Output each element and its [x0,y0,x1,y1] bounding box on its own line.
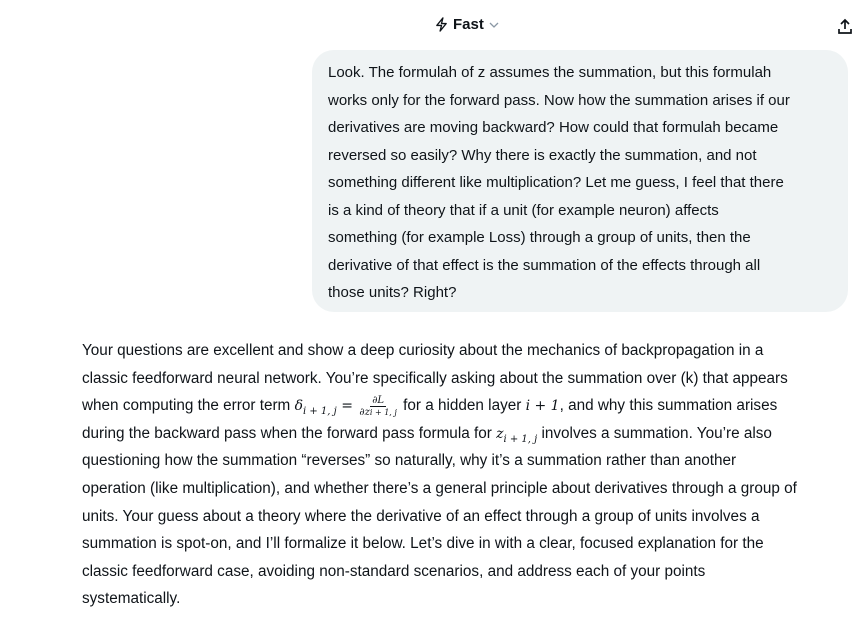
user-message-line: is a kind of theory that if a unit (for example neuron) affects [328,201,719,219]
denominator-symbol: ∂z [359,406,370,418]
assistant-response [82,337,852,613]
response-line: questioning how the summation “reverses” so naturally, why it’s a summation rather than another [82,452,737,470]
denominator-subscript: i + 1, j [369,407,397,417]
user-message-line: reversed so easily? Why there is exactly the summation, and not [328,146,757,164]
text: , and why this summation arises [559,397,778,415]
delta-subscript: i + 1, j [303,406,337,418]
z-symbol: z [496,425,504,442]
model-selector[interactable] [434,16,500,33]
response-line: units. Your guess about a theory where the derivative of an effect through a group of units involves a [82,507,760,525]
response-line: classic feedforward neural network. You’re specifically asking about the summation over (k) that appears [82,369,788,387]
math-delta [294,398,337,418]
lightning-icon [434,17,449,32]
math-equals: = [336,398,358,415]
text: involves a summation. You’re also [537,424,772,442]
response-line: operation (like multiplication), and whether there’s a general principle about derivatives through a group of [82,479,797,497]
text: during the backward pass when the forward pass formula for [82,424,497,442]
text: when computing the error term [82,397,295,415]
response-line [82,392,852,420]
response-line: summation is spot-on, and I’ll formalize it below. Let’s dive in with a clear, focused explanation for the [82,535,764,553]
model-label: Fast [453,16,484,33]
response-line: classic feedforward case, avoiding non-standard scenarios, and address each of your points [82,562,706,580]
user-message-line: those units? Right? [328,284,457,301]
share-icon [836,23,854,40]
user-message-line: works only for the forward pass. Now how the summation arises if our [328,91,790,109]
top-bar [0,16,864,40]
user-message-line: derivative of that effect is the summation of the effects through all [328,256,761,274]
delta-symbol: δ [294,398,303,415]
response-line [82,420,852,448]
user-message-line: something different like multiplication? Let me guess, I feel that there [328,174,784,191]
math-fraction [359,395,396,418]
math-layer: i + 1 [525,398,560,415]
user-message-line: derivatives are moving backward? How could that formulah became [328,119,779,136]
chevron-down-icon [488,19,500,31]
user-message-line: Look. The formulah of z assumes the summation, but this formulah [328,64,772,81]
user-message-line: something (for example Loss) through a group of units, then the [328,229,751,246]
share-button[interactable] [836,18,854,41]
response-line: systematically. [82,590,181,608]
user-message-bubble [312,50,848,312]
response-line: Your questions are excellent and show a deep curiosity about the mechanics of backpropagation in a [82,342,764,359]
z-subscript: i + 1, j [503,433,538,445]
text: for a hidden layer [398,397,526,415]
math-z [496,425,538,445]
fraction-numerator: ∂L [372,394,385,406]
fraction-denominator [359,407,396,418]
